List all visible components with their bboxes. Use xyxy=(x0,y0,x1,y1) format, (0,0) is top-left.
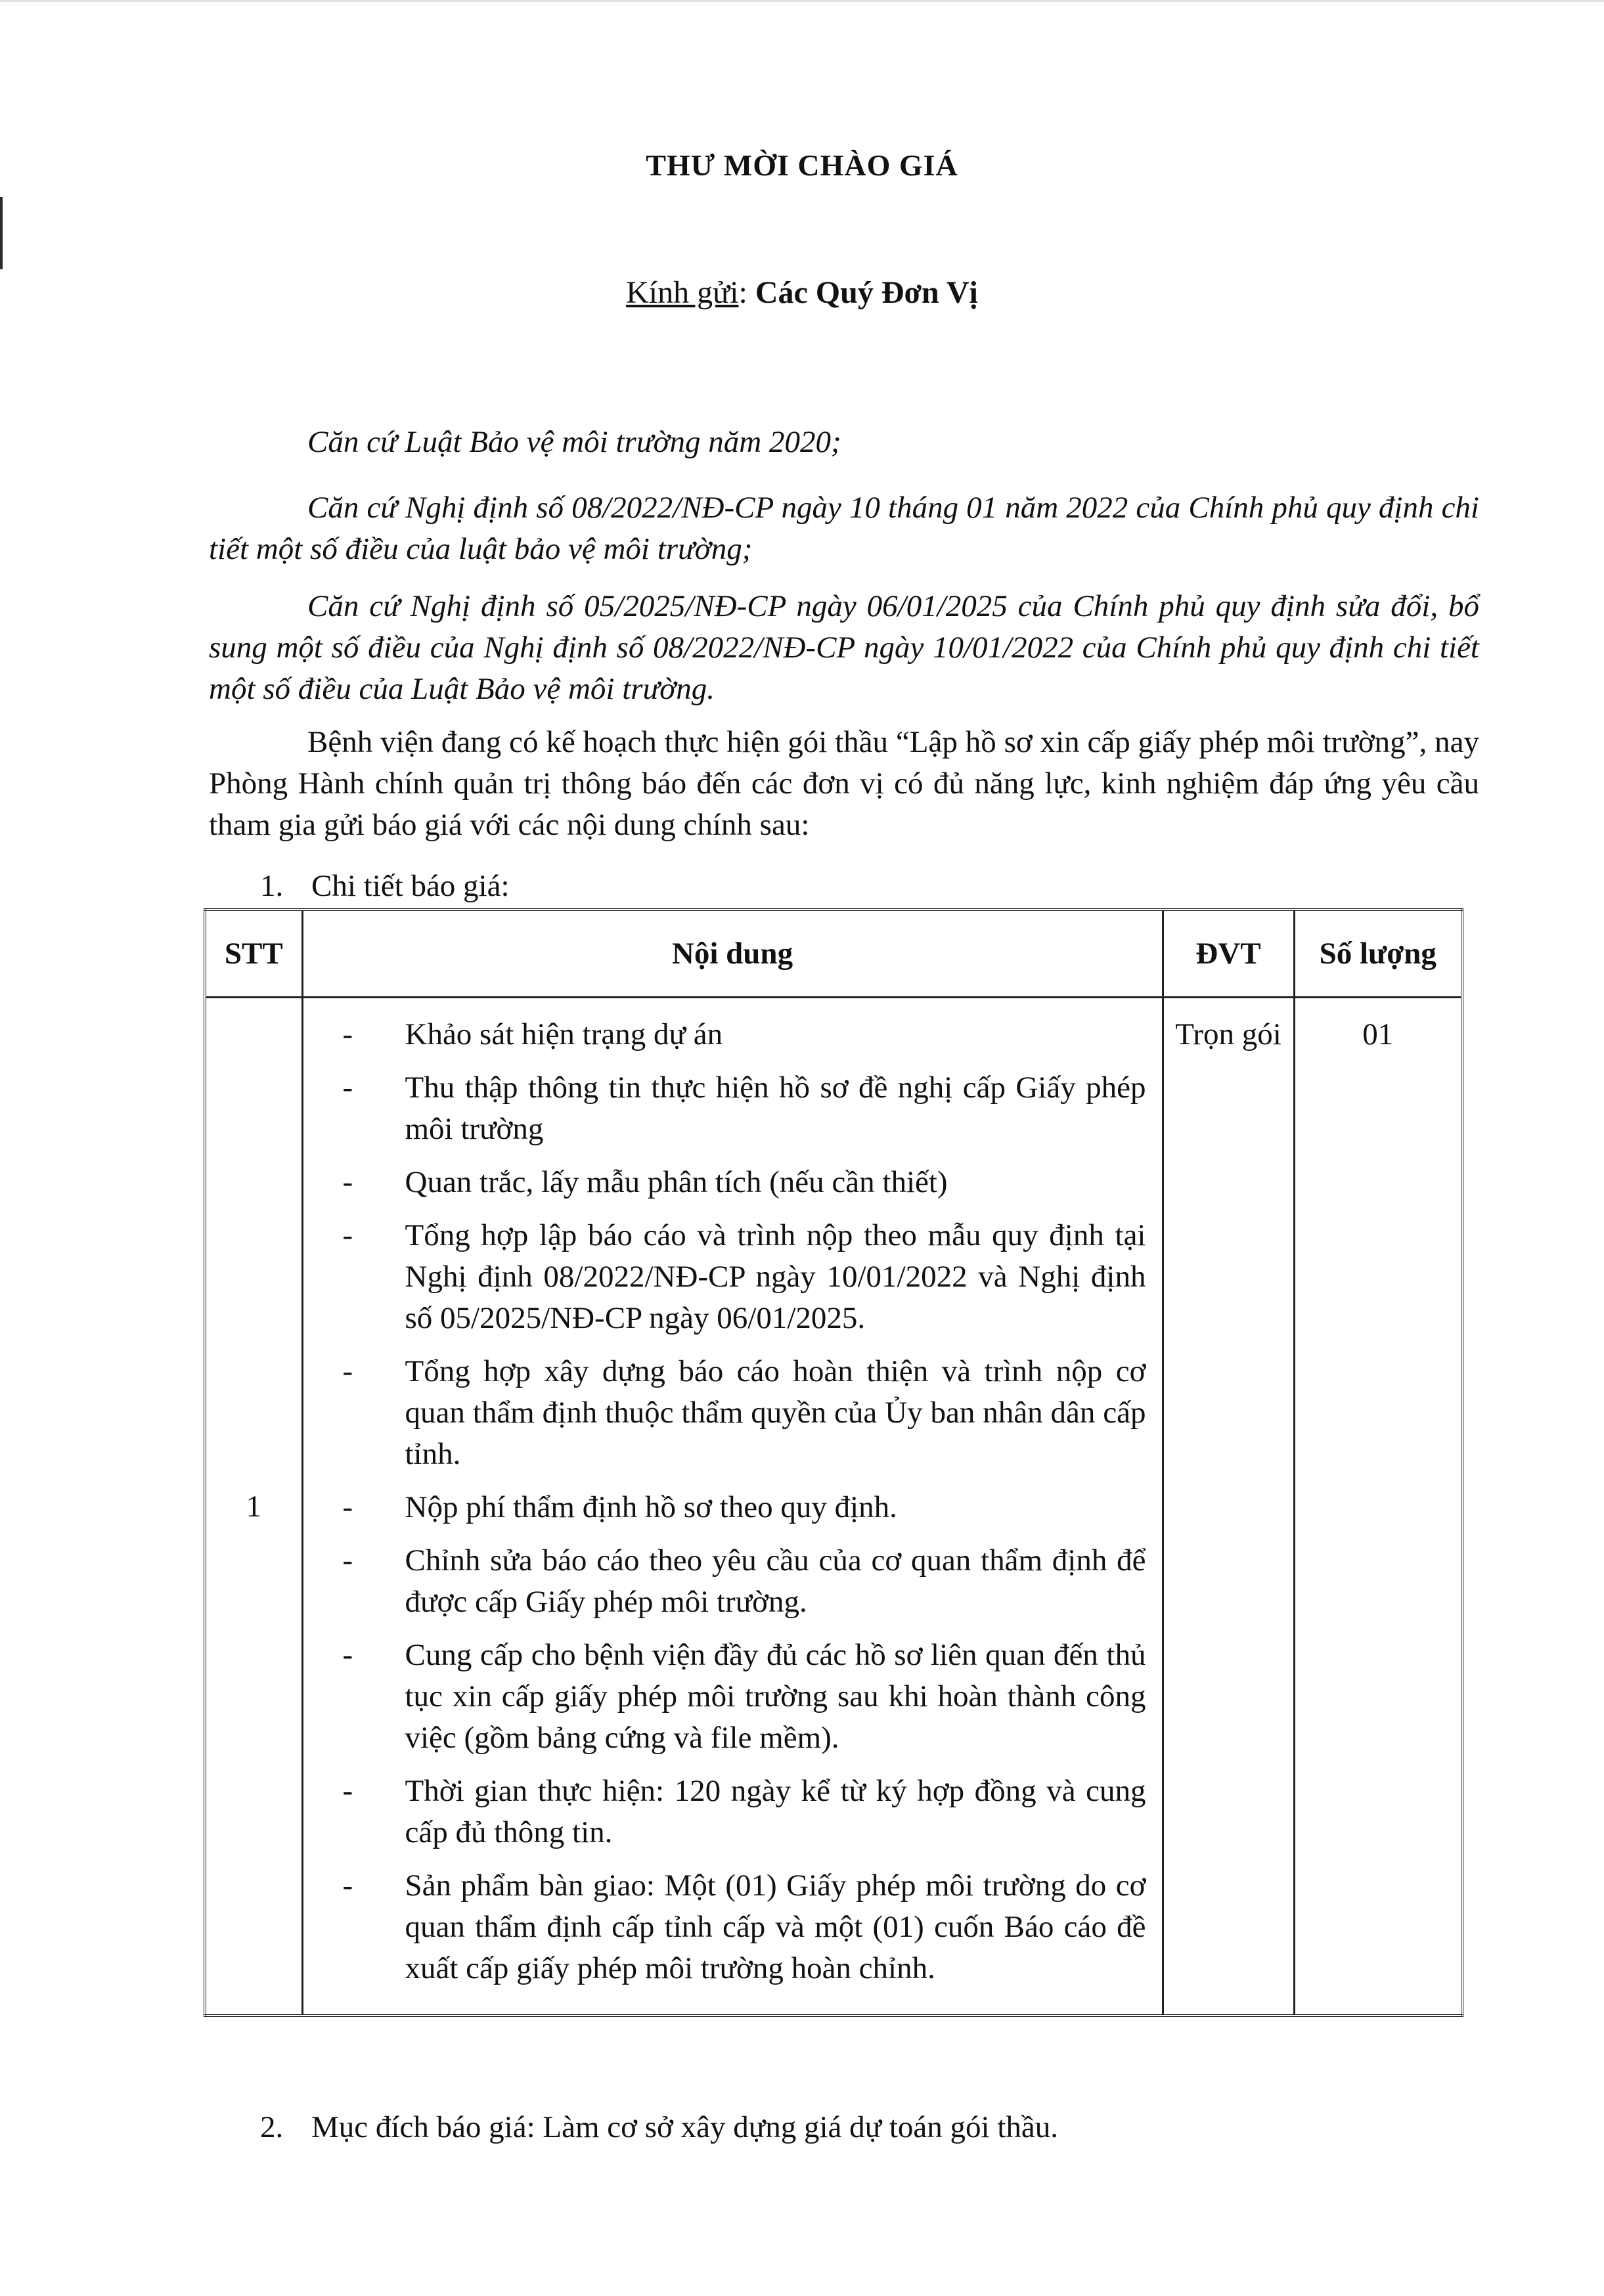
quote-details-table xyxy=(204,908,1463,2017)
header-content: Nội dung xyxy=(302,910,1163,998)
task-text: Khảo sát hiện trạng dự án xyxy=(405,1017,723,1051)
list-item xyxy=(343,1215,1146,1339)
task-text: Chỉnh sửa báo cáo theo yêu cầu của cơ quan thẩm định để được cấp Giấy phép môi trường. xyxy=(405,1543,1146,1619)
task-text: Nộp phí thẩm định hồ sơ theo quy định. xyxy=(405,1490,897,1524)
section-2-heading xyxy=(260,2107,1475,2148)
dash-marker: - xyxy=(342,1543,353,1578)
task-text: Thời gian thực hiện: 120 ngày kể từ ký hợp đồng và cung cấp đủ thông tin. xyxy=(405,1774,1146,1849)
list-item xyxy=(343,1487,1146,1528)
task-text: Sản phẩm bàn giao: Một (01) Giấy phép môi trường do cơ quan thẩm định cấp tỉnh cấp và một (01) cuốn Báo cáo đề xuất cấp giấy phép môi trường hoàn chỉnh. xyxy=(405,1868,1146,1985)
header-quantity: Số lượng xyxy=(1294,910,1462,998)
list-item xyxy=(343,1540,1146,1623)
scan-left-mark xyxy=(0,197,3,269)
dash-marker: - xyxy=(342,1868,353,1903)
salutation-lead: Kính gửi xyxy=(626,275,739,310)
list-item xyxy=(343,1865,1146,1989)
salutation-separator: : xyxy=(738,275,755,310)
legal-basis-3: Căn cứ Nghị định số 05/2025/NĐ-CP ngày 06/01/2025 của Chính phủ quy định sửa đổi, bổ sung một số điều của Nghị định số 08/2022/NĐ-CP ngày 10/01/2022 của Chính phủ quy định chi tiết một số điều của Luật Bảo vệ môi trường. xyxy=(209,589,1479,706)
task-text: Quan trắc, lấy mẫu phân tích (nếu cần thiết) xyxy=(405,1165,948,1199)
list-item xyxy=(343,1771,1146,1853)
dash-marker: - xyxy=(342,1017,353,1051)
task-text: Tổng hợp lập báo cáo và trình nộp theo mẫu quy định tại Nghị định 08/2022/NĐ-CP ngày 10/01/2022 và Nghị định số 05/2025/NĐ-CP ngày 06/01/2025. xyxy=(405,1218,1146,1335)
list-item xyxy=(343,1351,1146,1475)
task-text: Thu thập thông tin thực hiện hồ sơ đề nghị cấp Giấy phép môi trường xyxy=(405,1071,1146,1146)
list-item xyxy=(343,1162,1146,1203)
task-text: Cung cấp cho bệnh viện đầy đủ các hồ sơ liên quan đến thủ tục xin cấp giấy phép môi trường sau khi hoàn thành công việc (gồm bảng cứng và file mềm). xyxy=(405,1638,1146,1755)
cell-unit: Trọn gói xyxy=(1163,998,1294,2016)
cell-content xyxy=(302,998,1163,2016)
scan-top-edge xyxy=(0,0,1604,2)
header-stt: STT xyxy=(205,910,302,998)
cell-quantity: 01 xyxy=(1294,998,1462,2016)
dash-marker: - xyxy=(342,1165,353,1199)
list-item xyxy=(343,1067,1146,1150)
dash-marker: - xyxy=(342,1638,353,1672)
legal-basis-1: Căn cứ Luật Bảo vệ môi trường năm 2020; xyxy=(307,425,841,459)
header-unit: ĐVT xyxy=(1163,910,1294,998)
salutation xyxy=(0,275,1604,311)
dash-marker: - xyxy=(342,1774,353,1808)
table-row xyxy=(205,998,1462,2016)
section-1-heading xyxy=(260,866,1475,907)
salutation-addressee: Các Quý Đơn Vị xyxy=(755,275,978,310)
section-1-number: 1. xyxy=(260,869,284,903)
dash-marker: - xyxy=(342,1490,353,1524)
list-item xyxy=(343,1635,1146,1759)
section-2-number: 2. xyxy=(260,2110,284,2144)
list-item xyxy=(343,1014,1146,1055)
task-text: Tổng hợp xây dựng báo cáo hoàn thiện và trình nộp cơ quan thẩm định thuộc thẩm quyền của Ủy ban nhân dân cấp tỉnh. xyxy=(405,1354,1146,1471)
legal-basis-2: Căn cứ Nghị định số 08/2022/NĐ-CP ngày 10 tháng 01 năm 2022 của Chính phủ quy định chi tiết một số điều của luật bảo vệ môi trường; xyxy=(209,491,1479,566)
dash-marker: - xyxy=(342,1218,353,1252)
section-1-text: Chi tiết báo giá: xyxy=(311,869,510,903)
section-2-text: Mục đích báo giá: Làm cơ sở xây dựng giá dự toán gói thầu. xyxy=(311,2110,1059,2144)
dash-marker: - xyxy=(342,1071,353,1105)
cell-stt: 1 xyxy=(205,998,302,2016)
intro-paragraph: Bệnh viện đang có kế hoạch thực hiện gói thầu “Lập hồ sơ xin cấp giấy phép môi trường”, nay Phòng Hành chính quản trị thông báo đến các đơn vị có đủ năng lực, kinh nghiệm đáp ứng yêu cầu tham gia gửi báo giá với các nội dung chính sau: xyxy=(209,725,1479,842)
task-list xyxy=(343,1014,1146,1989)
dash-marker: - xyxy=(342,1354,353,1388)
table-header-row xyxy=(205,910,1462,998)
document-title: THƯ MỜI CHÀO GIÁ xyxy=(646,148,958,182)
